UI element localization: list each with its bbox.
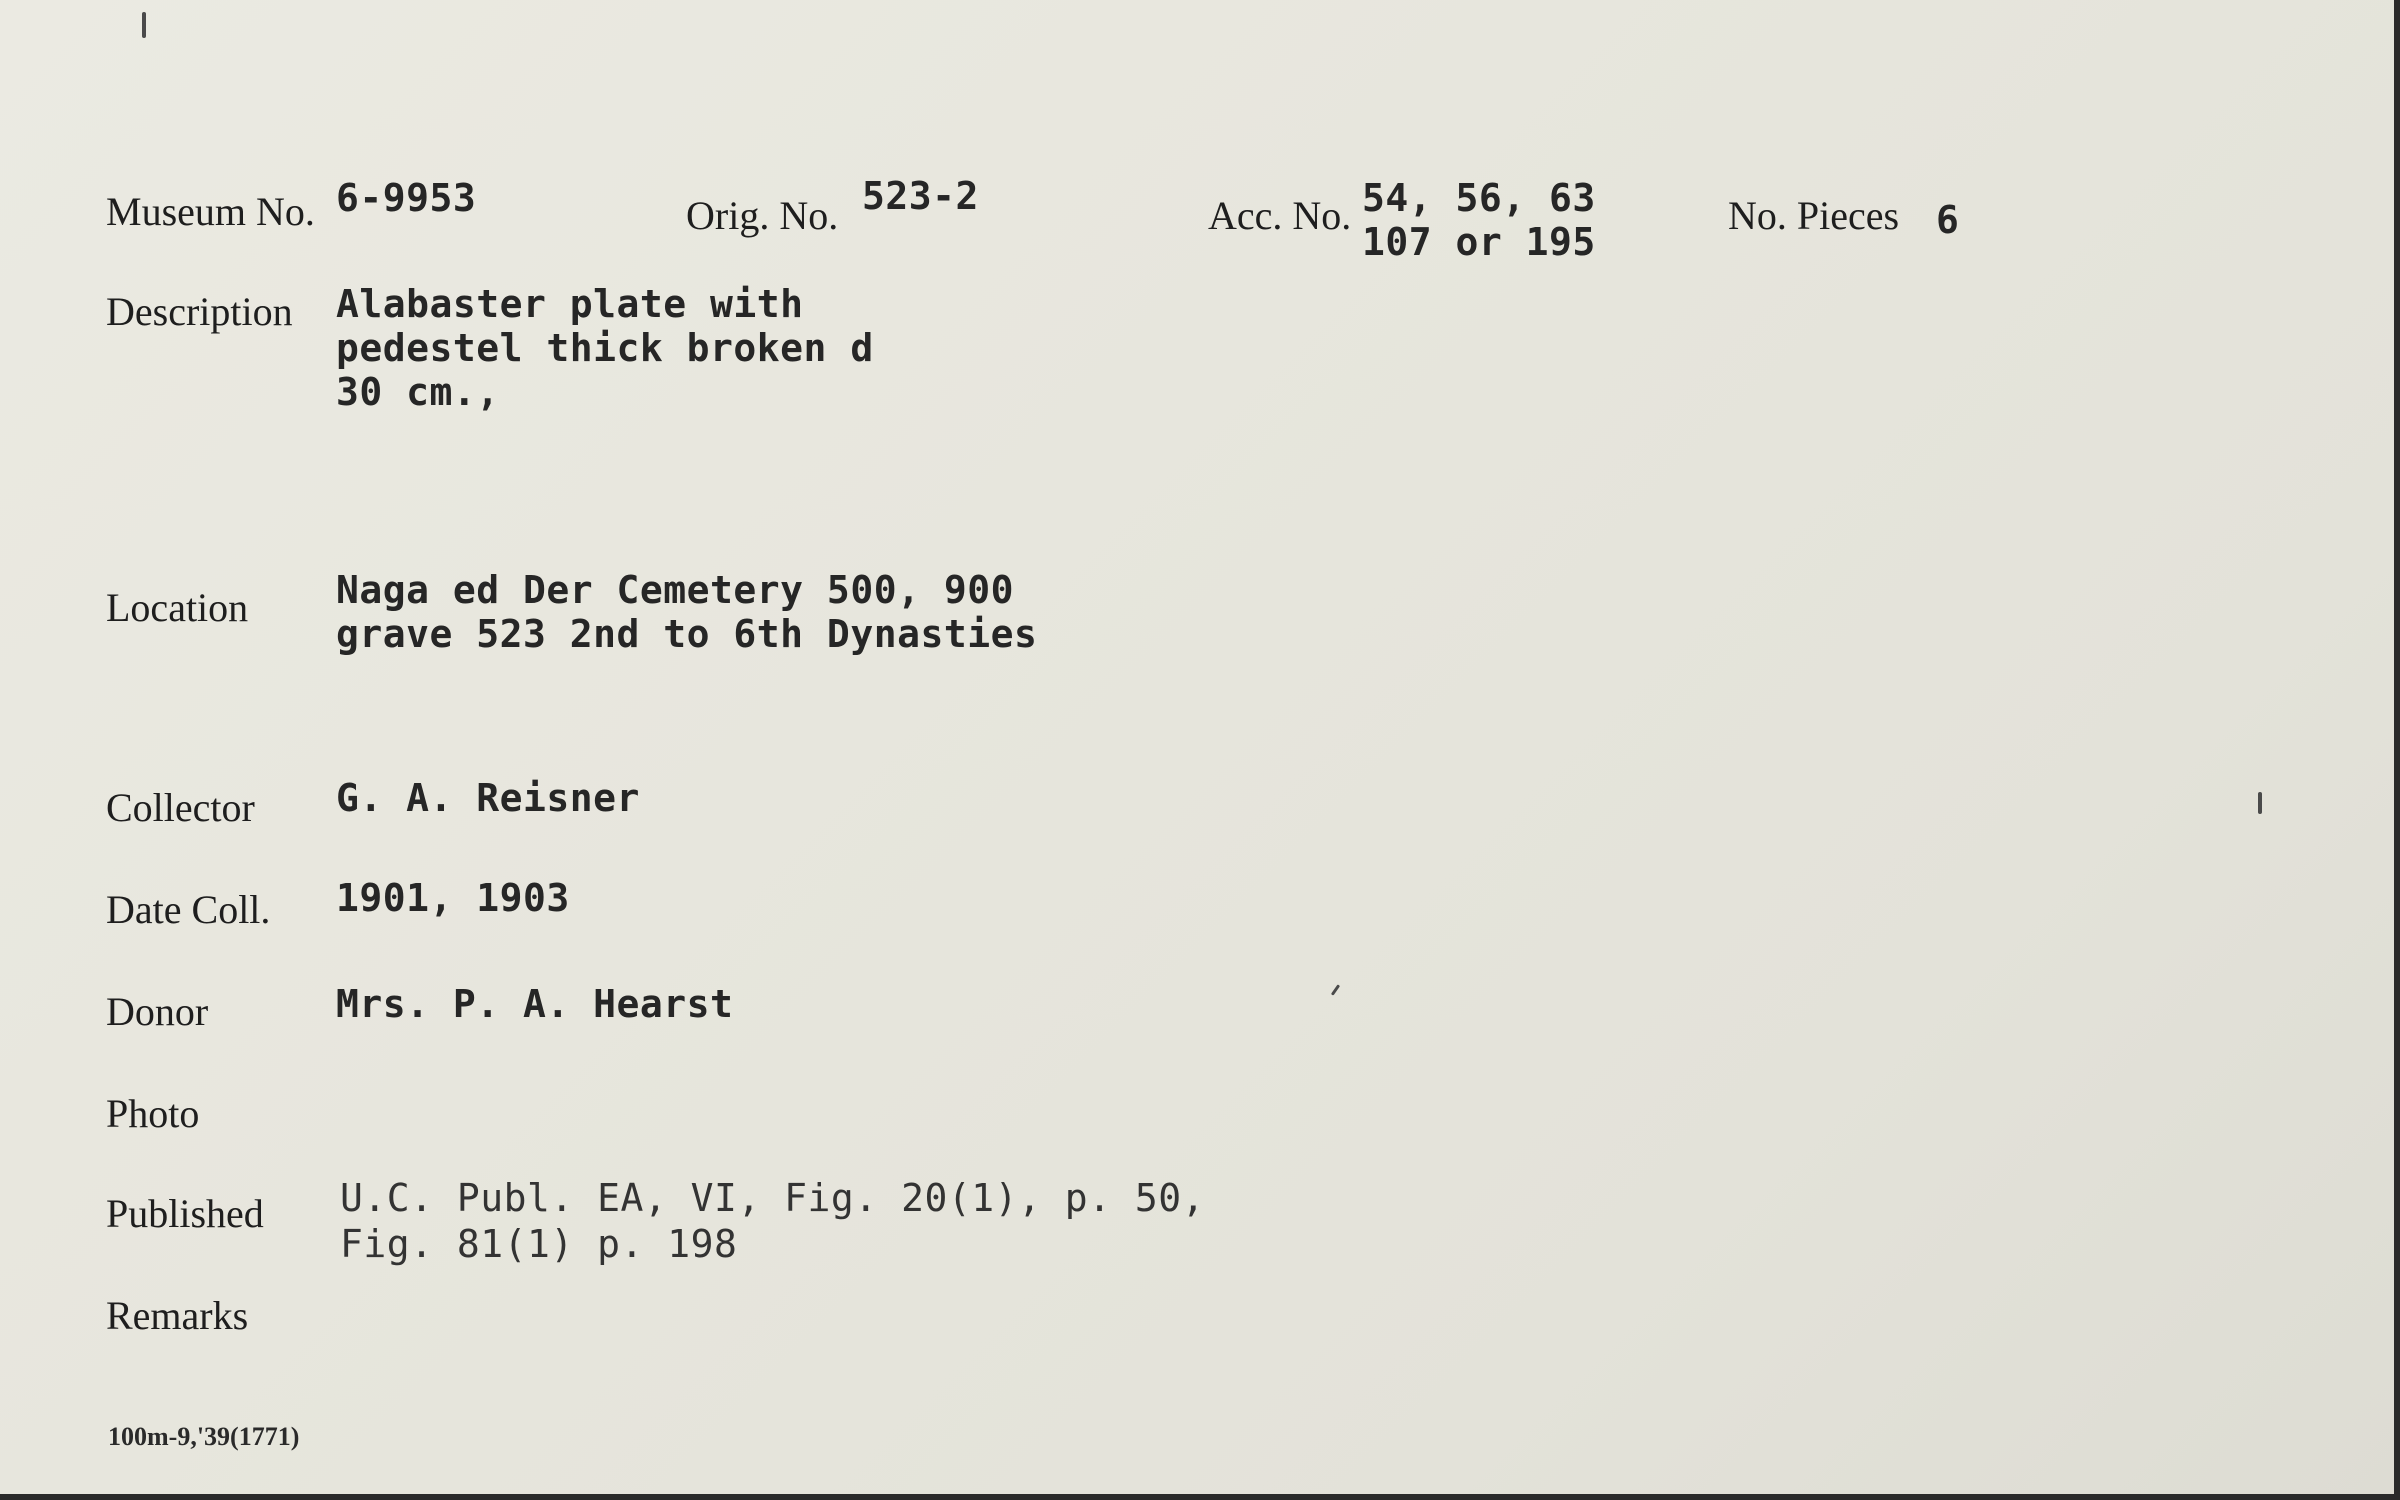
print-code: 100m-9,'39(1771) [108,1422,300,1451]
orig-no-value: 523-2 [862,174,979,218]
acc-no-value-line1: 54, 56, 63 [1362,176,1596,220]
photo-label: Photo [106,1091,200,1136]
remarks-label: Remarks [106,1293,249,1338]
published-label: Published [106,1191,264,1236]
collector-value: G. A. Reisner [336,776,640,820]
date-coll-value: 1901, 1903 [336,876,570,920]
donor-label: Donor [106,989,209,1034]
museum-no-value: 6-9953 [336,176,477,220]
orig-no-label: Orig. No. [686,193,839,238]
description-value-line2: pedestel thick broken d [336,326,874,370]
no-pieces-label: No. Pieces [1728,193,1900,238]
location-value-line2: grave 523 2nd to 6th Dynasties [336,612,1038,656]
museum-no-label: Museum No. [106,189,315,234]
description-label: Description [106,289,293,334]
donor-value: Mrs. P. A. Hearst [336,982,734,1026]
description-value-line3: 30 cm., [336,370,500,414]
date-coll-label: Date Coll. [106,887,271,932]
no-pieces-value: 6 [1936,198,1960,242]
location-value-line1: Naga ed Der Cemetery 500, 900 [336,568,1014,612]
ink-speck [142,12,146,38]
collector-label: Collector [106,785,255,830]
acc-no-label: Acc. No. [1208,193,1352,238]
acc-no-value-line2: 107 or 195 [1362,220,1596,264]
ink-speck [1331,984,1340,996]
published-value-line2: Fig. 81(1) p. 198 [340,1222,738,1266]
location-label: Location [106,585,249,630]
published-value-line1: U.C. Publ. EA, VI, Fig. 20(1), p. 50, [340,1176,1205,1220]
description-value-line1: Alabaster plate with [336,282,804,326]
ink-speck [2258,792,2262,814]
